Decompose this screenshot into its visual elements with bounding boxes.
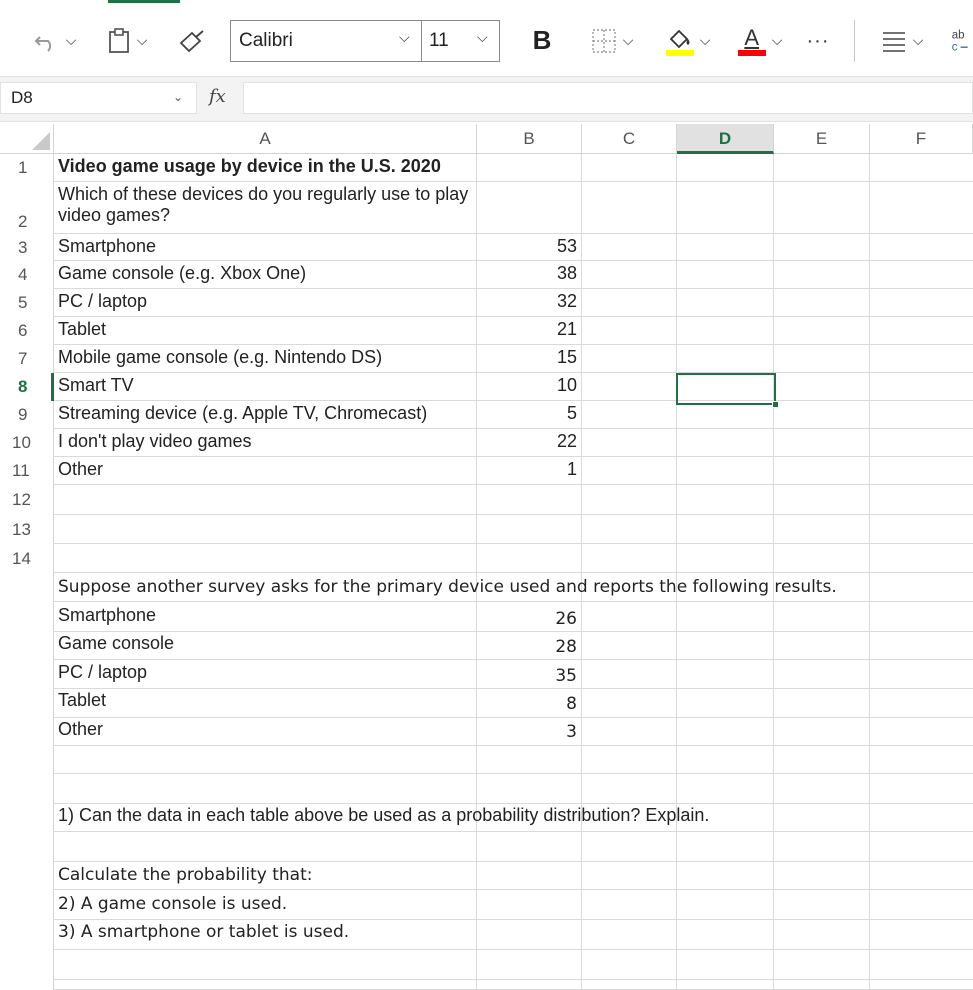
row-gridline <box>54 316 973 317</box>
column-header-d[interactable]: D <box>677 124 774 154</box>
row-gridline <box>54 428 973 429</box>
row-gridline <box>54 288 973 289</box>
column-gridline <box>676 154 677 990</box>
column-header-a[interactable]: A <box>54 124 477 154</box>
table1-value-cell[interactable]: 1 <box>566 459 577 479</box>
row-gridline <box>54 831 973 832</box>
chevron-down-icon: ⌵ <box>399 30 410 46</box>
row-gridline <box>54 233 973 234</box>
row-header-14[interactable]: 14 <box>0 544 54 573</box>
column-gridline <box>581 154 582 990</box>
name-box-value: D8 <box>11 88 33 107</box>
borders-icon <box>591 28 617 54</box>
ribbon-toolbar <box>0 0 973 76</box>
undo-button[interactable] <box>28 26 82 56</box>
align-icon <box>881 29 907 53</box>
table2-device-cell[interactable]: Tablet <box>58 690 107 710</box>
row-gridline <box>54 688 973 689</box>
table1-device-cell[interactable]: Tablet <box>58 319 107 339</box>
row-gridline <box>54 372 973 373</box>
font-name-value: Calibri <box>239 30 293 51</box>
column-header-f[interactable]: F <box>870 124 973 154</box>
question-cell[interactable]: Which of these devices do you regularly use to play video games? <box>58 184 469 225</box>
table1-device-cell[interactable]: I don't play video games <box>58 431 252 451</box>
row-gridline <box>54 949 973 950</box>
table1-device-cell[interactable]: Game console (e.g. Xbox One) <box>58 263 307 283</box>
row-gridline <box>54 773 973 774</box>
row-gridline <box>54 344 973 345</box>
row-gridline <box>54 400 973 401</box>
row-gridline <box>54 181 973 182</box>
row-header-1[interactable]: 1 <box>0 154 54 182</box>
table2-device-cell[interactable]: PC / laptop <box>58 662 148 682</box>
table1-device-cell[interactable]: PC / laptop <box>58 291 148 311</box>
row-gridline <box>54 601 973 602</box>
table2-value-cell[interactable]: 8 <box>566 694 577 714</box>
table2-value-cell[interactable]: 26 <box>555 609 577 629</box>
wrap-text-icon <box>950 26 973 56</box>
row-header-11[interactable]: 11 <box>0 457 54 485</box>
row-header-12[interactable]: 12 <box>0 485 54 515</box>
title-cell[interactable]: Video game usage by device in the U.S. 2020 <box>58 156 441 176</box>
question-3-cell[interactable]: 3) A smartphone or tablet is used. <box>58 922 350 942</box>
column-gridline <box>476 154 477 990</box>
table1-value-cell[interactable]: 5 <box>566 403 577 423</box>
paste-button[interactable] <box>100 26 154 56</box>
calc-intro-cell[interactable]: Calculate the probability that: <box>58 865 313 885</box>
table1-value-cell[interactable]: 21 <box>556 319 577 339</box>
row-gridline <box>54 803 973 804</box>
font-color-icon: A <box>738 27 766 56</box>
align-button[interactable] <box>872 26 932 56</box>
row-header-7[interactable]: 7 <box>0 345 54 373</box>
row-header-6[interactable]: 6 <box>0 317 54 345</box>
row-gridline <box>54 745 973 746</box>
chevron-down-icon: ⌵ <box>622 33 634 49</box>
column-gridline <box>869 154 870 990</box>
row-header-column <box>0 573 54 990</box>
name-box[interactable] <box>0 82 197 114</box>
spreadsheet-grid[interactable] <box>0 124 973 990</box>
table1-value-cell[interactable]: 10 <box>556 375 577 395</box>
table1-value-cell[interactable]: 22 <box>556 431 577 451</box>
paintbrush-icon <box>178 29 206 53</box>
chevron-down-icon: ⌄ <box>173 90 184 104</box>
table1-device-cell[interactable]: Streaming device (e.g. Apple TV, Chromecast) <box>58 403 428 423</box>
question-1-cell[interactable]: 1) Can the data in each table above be used as a probability distribution? Explain. <box>58 805 710 825</box>
chevron-down-icon: ⌵ <box>65 33 77 49</box>
table2-value-cell[interactable]: 28 <box>555 637 577 657</box>
font-color-button[interactable] <box>730 24 790 58</box>
row-header-10[interactable]: 10 <box>0 429 54 457</box>
table2-device-cell[interactable]: Other <box>58 719 104 739</box>
row-gridline <box>54 543 973 544</box>
survey-note-cell[interactable]: Suppose another survey asks for the primary device used and reports the following results. <box>58 577 837 597</box>
row-gridline <box>54 631 973 632</box>
row-gridline <box>54 659 973 660</box>
row-header-9[interactable]: 9 <box>0 401 54 429</box>
row-header-8[interactable]: 8 <box>0 373 54 401</box>
format-painter-button[interactable] <box>172 26 212 56</box>
row-gridline <box>54 260 973 261</box>
row-header-13[interactable]: 13 <box>0 515 54 544</box>
row-header-3[interactable]: 3 <box>0 234 54 261</box>
table2-device-cell[interactable]: Game console <box>58 633 175 653</box>
borders-button[interactable] <box>584 26 640 56</box>
row-gridline <box>54 979 973 980</box>
row-gridline <box>54 484 973 485</box>
table2-value-cell[interactable]: 35 <box>555 666 577 686</box>
row-gridline <box>54 456 973 457</box>
table1-device-cell[interactable]: Smartphone <box>58 236 157 256</box>
chevron-down-icon: ⌵ <box>699 33 711 49</box>
font-color-swatch <box>738 50 766 56</box>
table1-value-cell[interactable]: 53 <box>556 236 577 256</box>
table2-device-cell[interactable]: Smartphone <box>58 605 157 625</box>
bold-button[interactable]: B <box>532 24 552 55</box>
row-gridline <box>54 919 973 920</box>
table1-device-cell[interactable]: Smart TV <box>58 375 134 395</box>
fill-color-icon <box>666 27 694 56</box>
wrap-text-button[interactable] <box>950 24 973 58</box>
font-name-select[interactable] <box>230 20 500 62</box>
chevron-down-icon: ⌵ <box>912 33 924 49</box>
row-header-2[interactable]: 2 <box>0 182 54 234</box>
select-all-corner[interactable] <box>0 124 54 154</box>
svg-text:ab: ab <box>951 29 965 42</box>
table1-value-cell[interactable]: 32 <box>556 291 577 311</box>
active-cell-selection[interactable] <box>676 373 776 405</box>
row-gridline <box>54 572 973 573</box>
question-2-cell[interactable]: 2) A game console is used. <box>58 894 288 914</box>
column-header-e[interactable]: E <box>774 124 870 154</box>
column-header-c[interactable]: C <box>582 124 677 154</box>
row-gridline <box>54 889 973 890</box>
fx-icon[interactable]: fx <box>209 86 226 107</box>
row-gridline <box>54 861 973 862</box>
active-tab-indicator <box>108 0 180 3</box>
row-gridline <box>54 717 973 718</box>
chevron-down-icon: ⌵ <box>477 30 488 46</box>
chevron-down-icon: ⌵ <box>136 33 148 49</box>
more-options-button[interactable]: ··· <box>806 29 830 52</box>
toolbar-divider <box>854 20 855 62</box>
row-header-5[interactable]: 5 <box>0 289 54 317</box>
clipboard-icon <box>107 28 131 54</box>
fill-handle[interactable] <box>772 401 779 408</box>
column-gridline <box>773 154 774 990</box>
table1-value-cell[interactable]: 38 <box>556 263 577 283</box>
svg-text:c: c <box>951 41 958 54</box>
column-header-b[interactable]: B <box>477 124 582 154</box>
row-header-4[interactable]: 4 <box>0 261 54 289</box>
chevron-down-icon: ⌵ <box>771 33 783 49</box>
row-gridline <box>54 514 973 515</box>
font-box-divider <box>421 21 422 61</box>
table1-device-cell[interactable]: Mobile game console (e.g. Nintendo DS) <box>58 347 383 367</box>
font-size-value[interactable]: 11 <box>429 30 449 51</box>
table2-value-cell[interactable]: 3 <box>566 722 577 742</box>
undo-icon <box>34 29 60 53</box>
select-all-icon <box>32 132 50 150</box>
fill-color-swatch <box>666 50 694 56</box>
table1-device-cell[interactable]: Other <box>58 459 104 479</box>
table1-value-cell[interactable]: 15 <box>556 347 577 367</box>
fill-color-button[interactable] <box>658 24 718 58</box>
formula-input[interactable] <box>243 82 973 114</box>
